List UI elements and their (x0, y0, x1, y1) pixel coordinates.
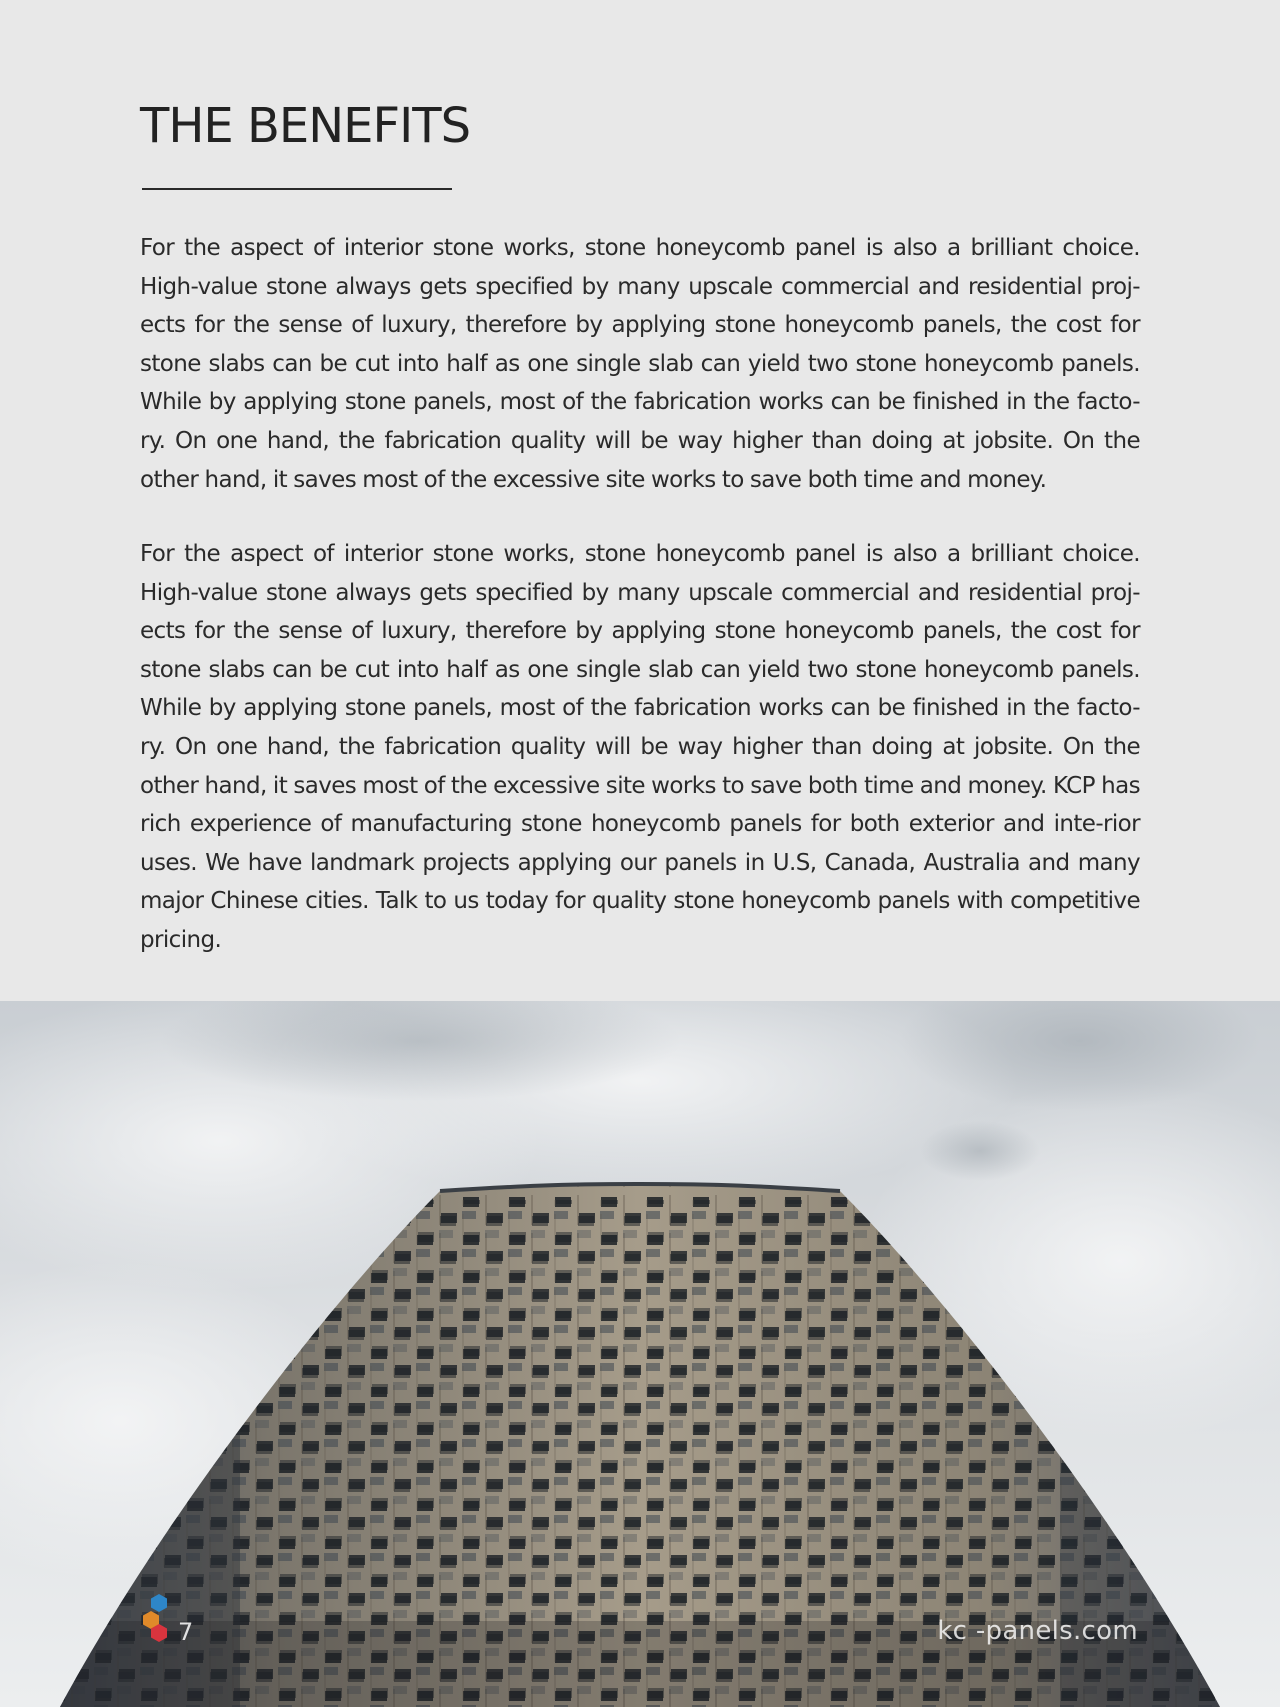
kcp-logo-icon (142, 1594, 172, 1644)
page-title: THE BENEFITS (140, 98, 471, 154)
title-underline (142, 188, 452, 190)
website-url[interactable]: kc -panels.com (937, 1616, 1138, 1646)
building-photo (0, 1001, 1280, 1707)
body-paragraph-2: For the aspect of interior stone works, stone honeycomb panel is also a brilliant choice. High-value stone always gets specified by many upscale commercial and residential proj-ects for the sense of luxury, therefore by applying stone honeycomb panels, the cost for stone slabs can be cut into half as one single slab can yield two stone honeycomb panels. While by applying stone panels, most of the fabrication works can be finished in the facto-ry. On one hand, the fabrication quality will be way higher than doing at jobsite. On the other hand, it saves most of the excessive site works to save both time and money. KCP has rich experience of manufacturing stone honeycomb panels for both exterior and inte-rior uses. We have landmark projects applying our panels in U.S, Canada, Australia and many major Chinese cities. Talk to us today for quality stone honeycomb panels with competitive pricing. (140, 541, 1140, 953)
page-number: 7 (178, 1618, 194, 1646)
body-paragraph-1: For the aspect of interior stone works, stone honeycomb panel is also a brilliant choice. High-value stone always gets specified by many upscale commercial and residential proj-ects for the sense of luxury, therefore by applying stone honeycomb panels, the cost for stone slabs can be cut into half as one single slab can yield two stone honeycomb panels. While by applying stone panels, most of the fabrication works can be finished in the facto-ry. On one hand, the fabrication quality will be way higher than doing at jobsite. On the other hand, it saves most of the excessive site works to save both time and money. (140, 235, 1140, 493)
